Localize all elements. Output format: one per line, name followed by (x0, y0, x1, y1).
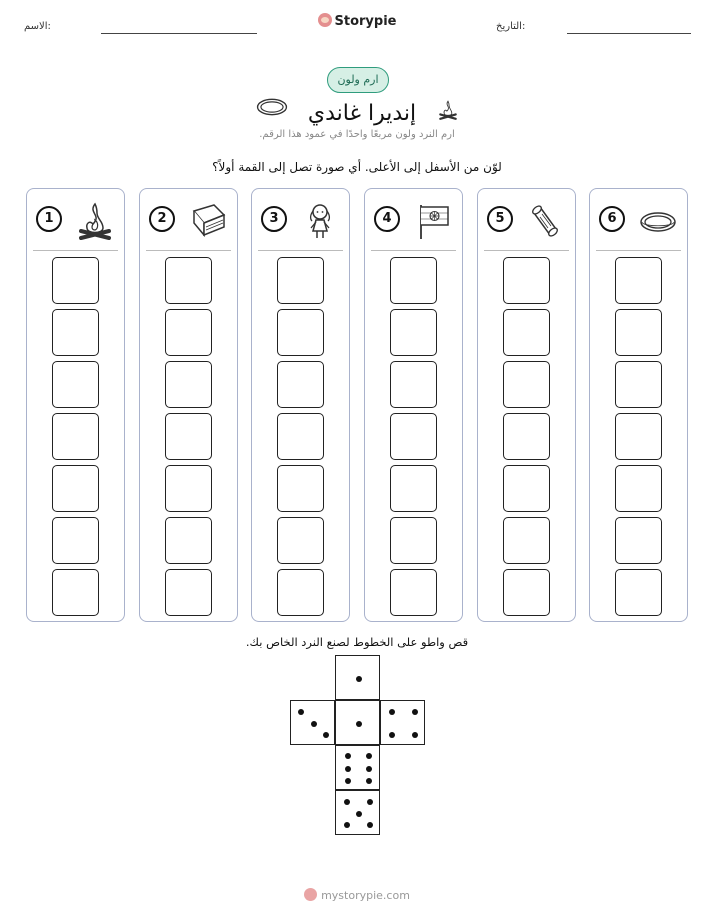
bear-logo-icon (304, 888, 317, 901)
campfire-icon (75, 201, 115, 241)
color-square[interactable] (503, 257, 550, 304)
footer (0, 888, 714, 902)
name-label: الاسم: (24, 21, 51, 32)
dice-pip (367, 799, 373, 805)
color-square[interactable] (615, 465, 662, 512)
color-square[interactable] (503, 569, 550, 616)
dice-pip (367, 822, 373, 828)
column-number: 3 (261, 206, 287, 232)
scroll-icon (526, 201, 566, 241)
color-square[interactable] (165, 465, 212, 512)
color-square[interactable] (503, 517, 550, 564)
footer-url[interactable]: mystorypie.com (321, 889, 410, 902)
column-divider (146, 250, 231, 251)
cut-instruction: قص واطو على الخطوط لصنع النرد الخاص بك. (245, 635, 469, 649)
date-label: التاريخ: (496, 21, 526, 32)
dice-face-5 (335, 790, 380, 835)
column-number: 5 (487, 206, 513, 232)
dice-pip (389, 709, 395, 715)
name-line[interactable] (101, 33, 257, 34)
color-square[interactable] (390, 517, 437, 564)
color-square[interactable] (165, 309, 212, 356)
color-square[interactable] (52, 569, 99, 616)
color-square[interactable] (277, 309, 324, 356)
dice-face-6 (335, 745, 380, 790)
color-square[interactable] (503, 309, 550, 356)
color-square[interactable] (615, 257, 662, 304)
color-square[interactable] (52, 309, 99, 356)
color-square[interactable] (165, 257, 212, 304)
dice-pip (311, 721, 317, 727)
color-square[interactable] (503, 361, 550, 408)
column-1 (26, 188, 125, 622)
dice-pip (366, 778, 372, 784)
girl-icon (300, 201, 340, 241)
title-text: إنديرا غاندي (307, 101, 417, 126)
column-divider (484, 250, 569, 251)
dice-face-1 (335, 700, 380, 745)
column-number: 4 (374, 206, 400, 232)
color-square[interactable] (390, 465, 437, 512)
column-2 (139, 188, 238, 622)
dice-pip (323, 732, 329, 738)
instruction-text: لوّن من الأسفل إلى الأعلى. أي صورة تصل إلى القمة أولاً؟ (212, 160, 502, 174)
color-square[interactable] (52, 517, 99, 564)
column-number: 6 (599, 206, 625, 232)
color-square[interactable] (615, 309, 662, 356)
bangle-icon (255, 96, 289, 118)
column-4 (364, 188, 463, 622)
dice-pip (344, 822, 350, 828)
color-square[interactable] (390, 309, 437, 356)
color-square[interactable] (390, 361, 437, 408)
color-square[interactable] (52, 413, 99, 460)
color-square[interactable] (52, 361, 99, 408)
color-square[interactable] (277, 465, 324, 512)
column-number: 2 (149, 206, 175, 232)
color-square[interactable] (615, 569, 662, 616)
dice-pip (389, 732, 395, 738)
dice-pip (345, 766, 351, 772)
color-square[interactable] (390, 257, 437, 304)
color-square[interactable] (165, 413, 212, 460)
brand-name: Storypie (334, 14, 397, 29)
dice-pip (298, 709, 304, 715)
color-square[interactable] (615, 413, 662, 460)
color-square[interactable] (52, 257, 99, 304)
color-square[interactable] (390, 413, 437, 460)
color-square[interactable] (277, 569, 324, 616)
dice-pip (344, 799, 350, 805)
dice-face-1 (335, 655, 380, 700)
dice-pip (356, 676, 362, 682)
book-icon (188, 201, 228, 241)
dice-pip (412, 709, 418, 715)
dice-pip (345, 778, 351, 784)
column-divider (258, 250, 343, 251)
dice-face-4 (380, 700, 425, 745)
column-3 (251, 188, 350, 622)
dice-pip (356, 721, 362, 727)
dice-face-3 (290, 700, 335, 745)
flag-icon (413, 201, 453, 241)
dice-pip (366, 753, 372, 759)
activity-badge: ارم ولون (327, 67, 389, 93)
subtitle: ارم النرد ولون مربعًا واحدًا في عمود هذا الرقم. (259, 129, 455, 140)
color-square[interactable] (165, 569, 212, 616)
dice-pip (412, 732, 418, 738)
color-square[interactable] (165, 517, 212, 564)
bear-logo-icon (318, 13, 332, 27)
bangle-icon (638, 201, 678, 241)
brand-logo (0, 13, 714, 29)
column-divider (33, 250, 118, 251)
column-number: 1 (36, 206, 62, 232)
color-square[interactable] (615, 361, 662, 408)
color-square[interactable] (615, 517, 662, 564)
dice-pip (366, 766, 372, 772)
color-square[interactable] (277, 413, 324, 460)
color-square[interactable] (165, 361, 212, 408)
color-square[interactable] (390, 569, 437, 616)
column-divider (371, 250, 456, 251)
dice-pip (345, 753, 351, 759)
color-square[interactable] (503, 413, 550, 460)
column-5 (477, 188, 576, 622)
date-line[interactable] (567, 33, 691, 34)
page-title (0, 96, 714, 126)
color-square[interactable] (503, 465, 550, 512)
dice-pip (356, 811, 362, 817)
column-divider (596, 250, 681, 251)
color-square[interactable] (277, 257, 324, 304)
column-6 (589, 188, 688, 622)
color-square[interactable] (52, 465, 99, 512)
color-square[interactable] (277, 361, 324, 408)
campfire-icon (437, 96, 459, 124)
color-square[interactable] (277, 517, 324, 564)
